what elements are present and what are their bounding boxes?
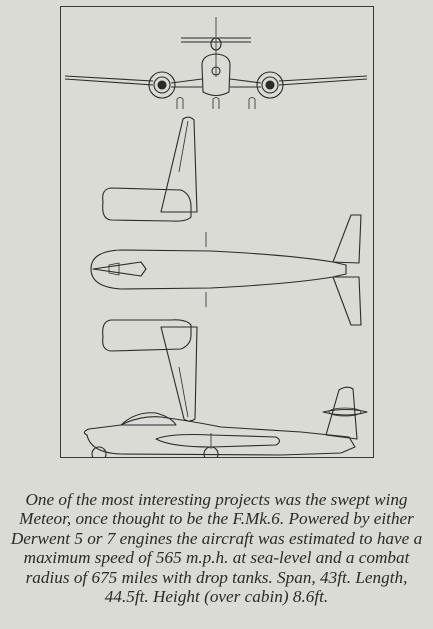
plan-view xyxy=(91,117,361,421)
fuselage-side xyxy=(84,417,355,455)
left-wing-front xyxy=(65,76,153,85)
fuselage-plan xyxy=(91,250,346,289)
right-wing-front xyxy=(279,76,367,85)
upper-nacelle-plan xyxy=(103,188,191,221)
lower-tailplane xyxy=(333,277,361,325)
left-gear-front xyxy=(177,98,183,110)
left-inner-wing xyxy=(171,79,202,87)
canopy-plan xyxy=(93,262,146,276)
caption-text: One of the most interesting projects was the swept wing Meteor, once thought to be the F.Mk.6. Powered by either Derwent 5 or 7 engines the aircraft was estimated to have a maximum speed of 565 m.p.h. at sea-level and a combat radius of 675 miles with drop tanks. Span, 43ft. Length, 44.5ft. Height (over cabin) 8.6ft. xyxy=(10,489,423,606)
lower-nacelle-plan xyxy=(103,320,191,351)
left-engine-hub xyxy=(158,81,166,89)
nacelle-side xyxy=(156,435,280,448)
windscreen-plan xyxy=(109,263,119,275)
side-view xyxy=(84,387,367,457)
upper-wing-plan xyxy=(161,117,197,212)
lower-wing-plan xyxy=(161,327,197,421)
lower-wing-aileron-line xyxy=(179,367,188,417)
three-view-drawing xyxy=(61,7,375,457)
front-view xyxy=(65,17,367,109)
canopy-side xyxy=(121,413,176,425)
figure-caption xyxy=(4,470,429,607)
nose-gear-front xyxy=(213,98,219,110)
right-inner-wing xyxy=(230,79,261,87)
right-engine-hub xyxy=(266,81,274,89)
three-view-drawing-frame xyxy=(60,6,374,458)
right-gear-front xyxy=(249,98,255,110)
tailplane-side xyxy=(323,410,367,416)
upper-tailplane xyxy=(333,215,361,263)
